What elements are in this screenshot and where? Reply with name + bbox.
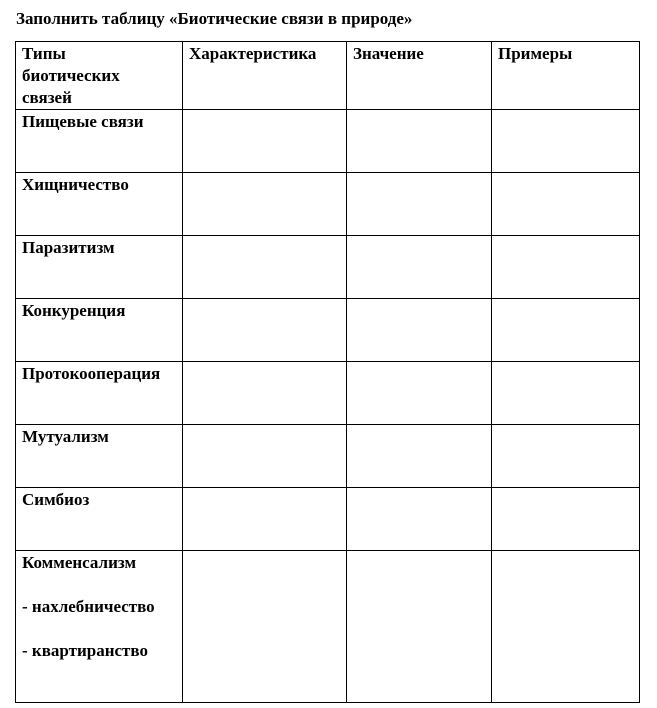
meaning-cell[interactable] [347, 362, 492, 425]
biotic-relations-table [15, 41, 640, 703]
characteristic-cell[interactable] [183, 488, 347, 551]
meaning-cell[interactable] [347, 299, 492, 362]
characteristic-cell[interactable] [183, 551, 347, 703]
characteristic-cell[interactable] [183, 110, 347, 173]
meaning-cell[interactable] [347, 551, 492, 703]
characteristic-cell[interactable] [183, 236, 347, 299]
characteristic-cell[interactable] [183, 425, 347, 488]
document-title: Заполнить таблицу «Биотические связи в природе» [16, 9, 413, 28]
type-cell: Мутуализм [16, 425, 183, 488]
type-cell: Хищничество [16, 173, 183, 236]
subtype-item: - нахлебничество [22, 597, 155, 616]
table-row [16, 173, 640, 236]
table-row [16, 425, 640, 488]
examples-cell[interactable] [492, 110, 640, 173]
table-header-row [16, 42, 640, 110]
type-cell: Пищевые связи [16, 110, 183, 173]
subtype-list [22, 596, 176, 662]
examples-cell[interactable] [492, 488, 640, 551]
meaning-cell[interactable] [347, 173, 492, 236]
header-cell-meaning: Значение [347, 42, 492, 110]
table-row [16, 110, 640, 173]
examples-cell[interactable] [492, 173, 640, 236]
examples-cell[interactable] [492, 362, 640, 425]
meaning-cell[interactable] [347, 236, 492, 299]
table-row [16, 488, 640, 551]
header-types-line: биотических [22, 66, 120, 85]
type-cell: Протокооперация [16, 362, 183, 425]
header-types-line: связей [22, 88, 72, 107]
meaning-cell[interactable] [347, 488, 492, 551]
subtype-item: - квартиранство [22, 641, 148, 660]
table-row [16, 551, 640, 703]
type-label: Комменсализм [22, 553, 137, 572]
header-cell-types [16, 42, 183, 110]
meaning-cell[interactable] [347, 110, 492, 173]
type-cell: Конкуренция [16, 299, 183, 362]
table-row [16, 362, 640, 425]
meaning-cell[interactable] [347, 425, 492, 488]
type-cell: Симбиоз [16, 488, 183, 551]
table-row [16, 299, 640, 362]
header-cell-characteristic: Характеристика [183, 42, 347, 110]
characteristic-cell[interactable] [183, 362, 347, 425]
examples-cell[interactable] [492, 425, 640, 488]
examples-cell[interactable] [492, 236, 640, 299]
table-row [16, 236, 640, 299]
characteristic-cell[interactable] [183, 173, 347, 236]
examples-cell[interactable] [492, 299, 640, 362]
header-cell-examples: Примеры [492, 42, 640, 110]
characteristic-cell[interactable] [183, 299, 347, 362]
type-cell [16, 551, 183, 703]
type-cell: Паразитизм [16, 236, 183, 299]
header-types-line: Типы [22, 44, 66, 63]
examples-cell[interactable] [492, 551, 640, 703]
